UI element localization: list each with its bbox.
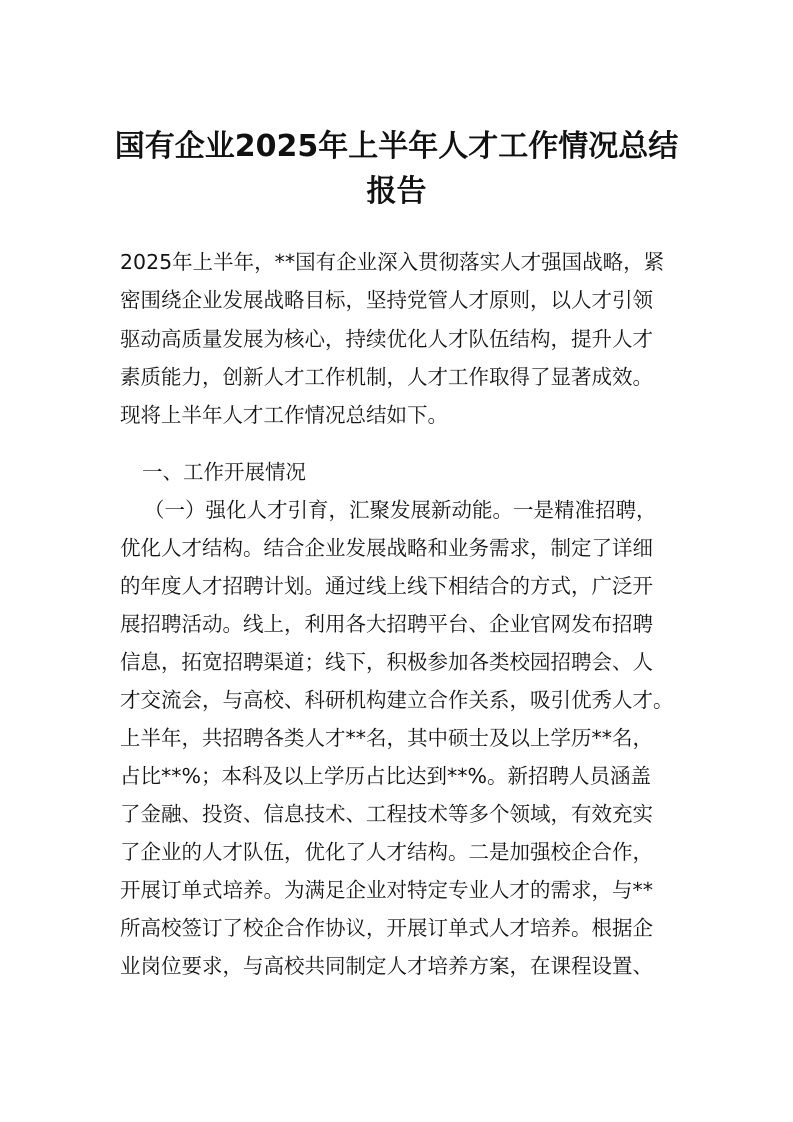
body-line: 的年度人才招聘计划。通过线上线下相结合的方式，广泛开 xyxy=(120,574,653,598)
body-line: 上半年，共招聘各类人才**名，其中硕士及以上学历**名， xyxy=(120,726,653,750)
body-line: 展招聘活动。线上，利用各大招聘平台、企业官网发布招聘 xyxy=(120,612,653,636)
body-line: 信息，拓宽招聘渠道；线下，积极参加各类校园招聘会、人 xyxy=(120,650,653,674)
body-line: 才交流会，与高校、科研机构建立合作关系，吸引优秀人才。 xyxy=(120,688,674,712)
body-line: 开展订单式培养。为满足企业对特定专业人才的需求，与** xyxy=(120,878,653,902)
body-line: 了金融、投资、信息技术、工程技术等多个领域，有效充实 xyxy=(120,802,653,826)
body-line: 素质能力，创新人才工作机制，人才工作取得了显著成效。 xyxy=(120,365,653,389)
document-title-line-2: 报告 xyxy=(366,174,427,209)
body-line: 占比**%；本科及以上学历占比达到**%。新招聘人员涵盖 xyxy=(120,764,651,788)
body-line: 驱动高质量发展为核心，持续优化人才队伍结构，提升人才 xyxy=(120,327,653,351)
body-line: 现将上半年人才工作情况总结如下。 xyxy=(120,403,448,427)
body-line: 2025年上半年，**国有企业深入贯彻落实人才强国战略，紧 xyxy=(120,250,665,274)
document-title-line-1: 国有企业2025年上半年人才工作情况总结 xyxy=(114,129,679,164)
body-line: （一）强化人才引育，汇聚发展新动能。一是精准招聘， xyxy=(144,498,657,522)
body-line: 密围绕企业发展战略目标，坚持党管人才原则，以人才引领 xyxy=(120,288,653,312)
body-line: 所高校签订了校企合作协议，开展订单式人才培养。根据企 xyxy=(120,916,653,940)
body-line: 优化人才结构。结合企业发展战略和业务需求，制定了详细 xyxy=(120,536,653,560)
section-heading: 一、工作开展情况 xyxy=(142,460,306,484)
body-line: 了企业的人才队伍，优化了人才结构。二是加强校企合作， xyxy=(120,840,653,864)
body-line: 业岗位要求，与高校共同制定人才培养方案，在课程设置、 xyxy=(120,954,653,978)
